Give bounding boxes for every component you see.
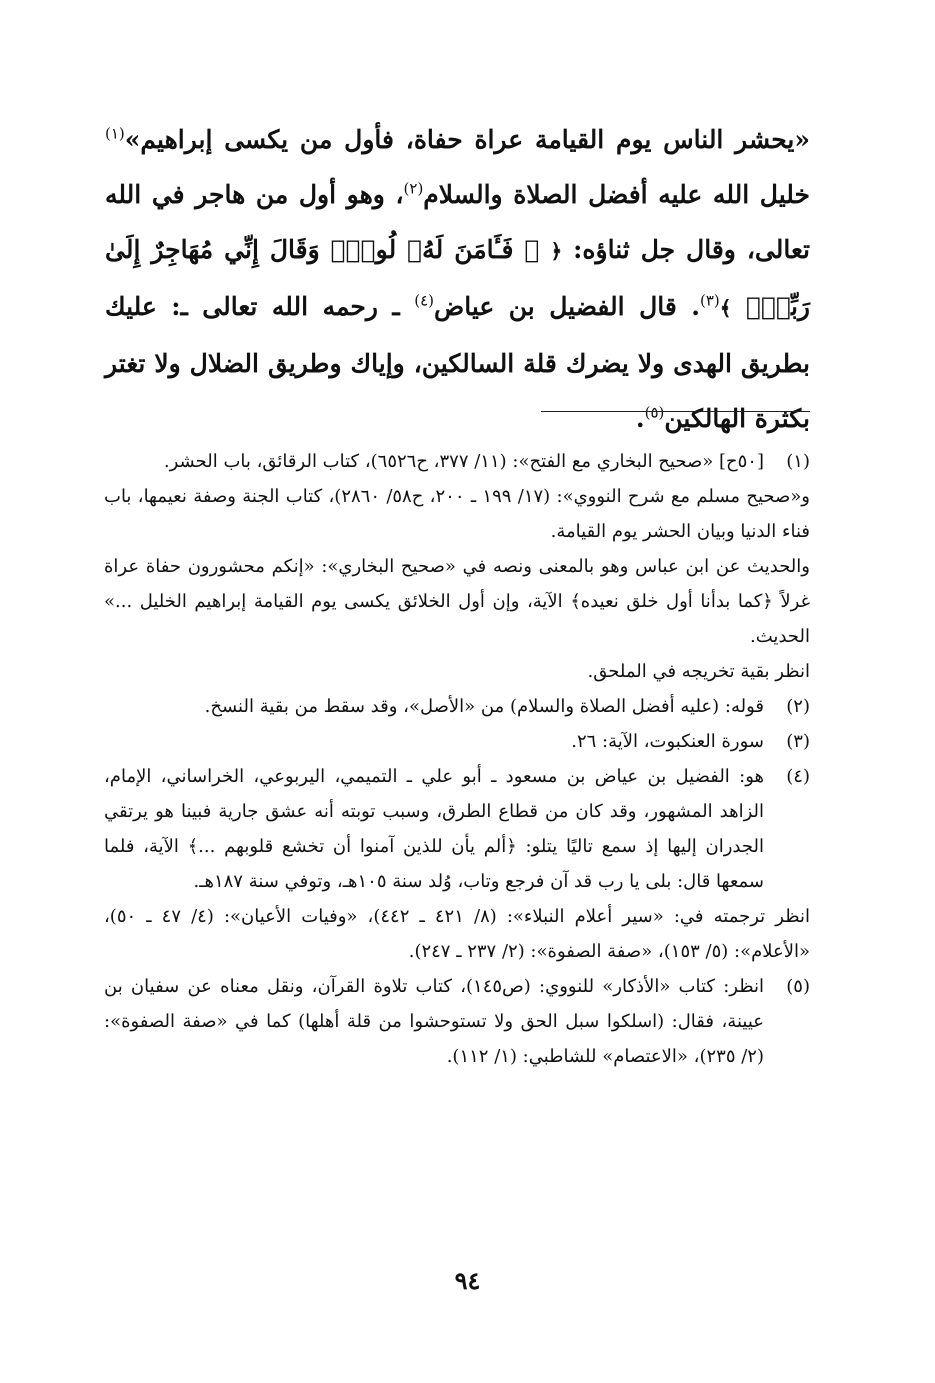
footnotes-section bbox=[104, 444, 810, 1074]
footnote-1-continuation: و«صحيح مسلم مع شرح النووي»: (١٧/ ١٩٩ ـ ٢٠٠، ح٥٨/ ٢٨٦٠)، كتاب الجنة وصفة نعيمها، باب فناء الدنيا وبيان الحشر يوم القيامة. bbox=[104, 486, 811, 542]
quran-bracket-close: ﴾ bbox=[719, 296, 732, 320]
footnote-body bbox=[104, 969, 764, 1074]
main-text-segment: ـ رحمه الله تعالى ـ: عليك بطريق الهدى ولا يضرك قلة السالكين، وإياك وطريق الضلال ولا تغتر بكثرة الهالكين bbox=[105, 292, 810, 433]
footnote-number: (٤) bbox=[786, 766, 810, 787]
footnote-body bbox=[104, 724, 764, 759]
main-text-end: . bbox=[635, 404, 645, 433]
footnote-text: انظر: كتاب «الأذكار» للنووي: (ص١٤٥)، كتاب تلاوة القرآن، ونقل معناه عن سفيان بن عيينة، فقال: (اسلكوا سبل الحق ولا تستوحشوا من قلة أهلها) كما في «صفة الصفوة»: (٢/ ٢٣٥)، «الاعتصام» للشاطبي: (١/ ١١٢). bbox=[104, 976, 764, 1067]
footnote-body bbox=[104, 444, 764, 479]
footnote-number: (١) bbox=[786, 451, 810, 472]
footnote-text: سورة العنكبوت، الآية: ٢٦. bbox=[571, 731, 764, 752]
footnote-1-continuation: والحديث عن ابن عباس وهو بالمعنى ونصه في «صحيح البخاري»: «إنكم محشورون حفاة عراة غرلاً ﴿كما بدأنا أول خلق نعيده﴾ الآية، وإن أول الخلائق يكسى يوم القيامة إبراهيم الخليل ...» الحديث. bbox=[104, 556, 810, 647]
footnote-number: (٢) bbox=[786, 696, 810, 717]
hadith-quote: «يحشر الناس يوم القيامة عراة حفاة، فأول من يكسى إبراهيم» bbox=[124, 125, 810, 154]
main-paragraph bbox=[105, 112, 810, 446]
footnote-ref-5[interactable]: (٥) bbox=[644, 403, 665, 422]
footnote-body bbox=[104, 689, 764, 724]
main-text-segment: . قال الفضيل بن عياض bbox=[434, 292, 700, 321]
main-text-body bbox=[105, 112, 810, 446]
quran-verse: ۞ فَـَٔامَنَ لَهُۥ لُوطٌۘ وَقَالَ إِنِّي مُهَاجِرٌ إِلَىٰ رَبِّيٓۖ bbox=[105, 235, 810, 321]
footnote-5 bbox=[104, 969, 810, 1074]
footnote-ref-2[interactable]: (٢) bbox=[403, 179, 424, 198]
footnote-text: [٥٠ح] «صحيح البخاري مع الفتح»: (١١/ ٣٧٧، ح٦٥٢٦)، كتاب الرقائق، باب الحشر. bbox=[163, 451, 764, 472]
quran-bracket-open: ﴿ bbox=[550, 239, 563, 263]
footnote-number: (٥) bbox=[786, 976, 810, 997]
footnote-ref-3[interactable]: (٣) bbox=[699, 291, 720, 310]
footnote-text: قوله: (عليه أفضل الصلاة والسلام) من «الأصل»، وقد سقط من بقية النسخ. bbox=[204, 696, 764, 717]
footnote-body bbox=[104, 759, 764, 899]
main-text-segment: ، وهو أول من هاجر في الله تعالى، وقال جل ثناؤه: bbox=[105, 180, 811, 264]
footnote-4 bbox=[104, 759, 810, 899]
footnote-2 bbox=[104, 689, 810, 724]
page-number: ٩٤ bbox=[454, 1266, 481, 1295]
footnote-1 bbox=[104, 444, 810, 479]
footnote-text: هو: الفضيل بن عياض بن مسعود ـ أبو علي ـ التميمي، اليربوعي، الخراساني، الإمام، الزاهد المشهور، وقد كان من قطاع الطرق، وسبب توبته أنه عشق جارية فبينا هو يرتقي الجدران إليها إذ سمع تاليًا يتلو: ﴿ألم يأن للذين آمنوا أن تخشع قلوبهم ...﴾ الآية، فلما سمعها قال: بلى يا رب قد آن فرجع وتاب، وُلد سنة ١٠٥هـ، وتوفي سنة ١٨٧هـ. bbox=[104, 766, 764, 892]
footnote-4-continuation: انظر ترجمته في: «سير أعلام النبلاء»: (٨/ ٤٢١ ـ ٤٤٢)، «وفيات الأعيان»: (٤/ ٤٧ ـ ٥٠)، «الأعلام»: (٥/ ١٥٣)، «صفة الصفوة»: (٢/ ٢٣٧ ـ ٢٤٧). bbox=[104, 906, 810, 962]
footnote-ref-1[interactable]: (١) bbox=[105, 124, 125, 143]
footnote-number: (٣) bbox=[786, 731, 810, 752]
footnote-ref-4[interactable]: (٤) bbox=[414, 291, 434, 310]
main-text-segment: خليل الله عليه أفضل الصلاة والسلام bbox=[423, 180, 810, 209]
footnote-3 bbox=[104, 724, 810, 759]
footnote-separator bbox=[541, 411, 810, 412]
footnote-1-continuation: انظر بقية تخريجه في الملحق. bbox=[587, 661, 810, 682]
